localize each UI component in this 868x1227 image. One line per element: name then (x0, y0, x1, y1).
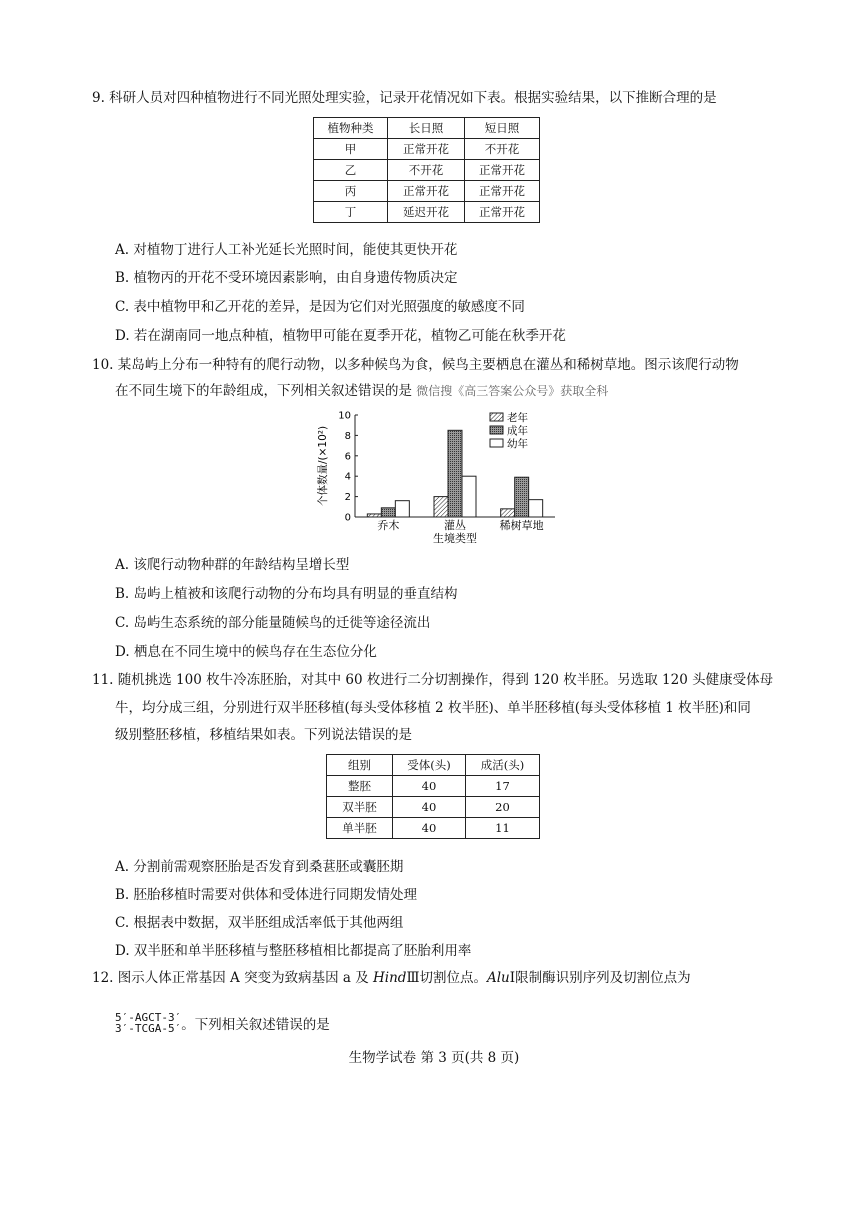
table-header: 短日照 (465, 118, 540, 139)
q12-sequence-line (115, 1012, 330, 1034)
age-structure-chart (310, 405, 560, 545)
bar-幼年 (529, 500, 543, 517)
legend-swatch-幼年 (490, 439, 503, 447)
q11-option-b: B. 胚胎移植时需要对供体和受体进行同期发情处理 (115, 887, 418, 903)
table-row (314, 202, 540, 223)
recognition-sequence (115, 1012, 181, 1034)
table-cell: 11 (466, 818, 540, 839)
bar-幼年 (395, 501, 409, 517)
bar-老年 (434, 497, 448, 517)
bar-幼年 (462, 476, 476, 517)
q9-option-c: C. 表中植物甲和乙开花的差异，是因为它们对光照强度的敏感度不同 (115, 299, 525, 315)
y-tick-label: 8 (344, 430, 351, 442)
table-row (327, 818, 540, 839)
y-axis-label: 个体数量/(×10²) (317, 425, 329, 507)
y-tick-label: 2 (344, 492, 351, 504)
table-header: 植物种类 (314, 118, 388, 139)
sequence-bottom-strand: 3′-TCGA-5′ (115, 1022, 182, 1035)
y-tick-label: 0 (344, 512, 351, 524)
q10-stem-text: 在不同生境下的年龄组成，下列相关叙述错误的是 (115, 383, 412, 399)
table-cell: 整胚 (327, 776, 393, 797)
legend-swatch-老年 (490, 413, 503, 421)
q9-option-a: A. 对植物丁进行人工补光延长光照时间，能使其更快开花 (115, 242, 458, 258)
table-row (314, 181, 540, 202)
q12-stem (92, 967, 792, 989)
y-tick-label: 10 (338, 410, 351, 422)
q10-stem-line2 (115, 380, 795, 402)
bar-成年 (448, 430, 462, 517)
table-row (327, 797, 540, 818)
q9-stem: 9. 科研人员对四种植物进行不同光照处理实验，记录开花情况如下表。根据实验结果，以下推断合理的是 (92, 90, 717, 106)
table-cell: 40 (393, 797, 466, 818)
table-cell: 丙 (314, 181, 388, 202)
legend-swatch-成年 (490, 426, 503, 434)
table-row (327, 776, 540, 797)
hind-enzyme-name: Hind (373, 970, 407, 986)
q10-option-d: D. 栖息在不同生境中的候鸟存在生态位分化 (115, 644, 377, 660)
table-row (314, 139, 540, 160)
legend-label: 成年 (507, 425, 528, 437)
y-tick-label: 4 (344, 471, 351, 483)
hind-enzyme-number: Ⅲ (406, 970, 420, 986)
watermark-text: 微信搜《高三答案公众号》获取全科 (416, 384, 609, 398)
table-cell: 正常开花 (388, 139, 465, 160)
sequence-top-strand: 5′-AGCT-3′ (115, 1011, 182, 1024)
table-header-row (327, 755, 540, 776)
table-cell: 正常开花 (388, 181, 465, 202)
alu-enzyme-name: Alu (486, 970, 510, 986)
q11-stem-line3: 级别整胚移植，移植结果如表。下列说法错误的是 (115, 727, 412, 743)
q12-stem-part-c: 限制酶识别序列及切割位点为 (515, 970, 691, 986)
q11-option-a: A. 分割前需观察胚胎是否发育到桑葚胚或囊胚期 (115, 859, 404, 875)
bar-成年 (381, 508, 395, 517)
y-tick-label: 6 (344, 451, 351, 463)
q11-stem-line1: 11. 随机挑选 100 枚牛冷冻胚胎，对其中 60 枚进行二分切割操作，得到 120 枚半胚。另选取 120 头健康受体母 (92, 672, 774, 688)
table-cell: 正常开花 (465, 202, 540, 223)
q9-option-d: D. 若在湖南同一地点种植，植物甲可能在夏季开花，植物乙可能在秋季开花 (115, 328, 566, 344)
table-cell: 40 (393, 818, 466, 839)
table-cell: 延迟开花 (388, 202, 465, 223)
legend-label: 幼年 (507, 438, 528, 450)
x-axis-label: 生境类型 (433, 532, 477, 545)
q12-stem-part-b: 切割位点。 (419, 970, 487, 986)
table-cell: 40 (393, 776, 466, 797)
q10-stem-line1: 10. 某岛屿上分布一种特有的爬行动物，以多种候鸟为食，候鸟主要栖息在灌丛和稀树草地。图示该爬行动物 (92, 357, 739, 373)
q9-option-b: B. 植物丙的开花不受环境因素影响，由自身遗传物质决定 (115, 270, 458, 286)
table-header: 长日照 (388, 118, 465, 139)
table-cell: 甲 (314, 139, 388, 160)
q11-table (326, 754, 540, 839)
x-tick-label: 稀树草地 (499, 519, 544, 532)
table-header-row (314, 118, 540, 139)
page-footer: 生物学试卷 第 3 页(共 8 页) (348, 1050, 520, 1066)
table-cell: 20 (466, 797, 540, 818)
q10-option-c: C. 岛屿生态系统的部分能量随候鸟的迁徙等途径流出 (115, 615, 431, 631)
q10-option-b: B. 岛屿上植被和该爬行动物的分布均具有明显的垂直结构 (115, 586, 458, 602)
q12-stem-part-a: 12. 图示人体正常基因 A 突变为致病基因 a 及 (92, 970, 374, 986)
table-cell: 17 (466, 776, 540, 797)
table-header: 受体(头) (393, 755, 466, 776)
q11-option-c: C. 根据表中数据，双半胚组成活率低于其他两组 (115, 915, 404, 931)
table-cell: 双半胚 (327, 797, 393, 818)
x-tick-label: 乔木 (377, 519, 400, 532)
table-cell: 不开花 (465, 139, 540, 160)
table-row (314, 160, 540, 181)
table-cell: 乙 (314, 160, 388, 181)
bar-成年 (515, 477, 529, 517)
table-cell: 正常开花 (465, 160, 540, 181)
bar-老年 (367, 514, 381, 517)
q9-table (313, 117, 540, 223)
alu-enzyme-number: Ⅰ (509, 970, 516, 986)
legend-label: 老年 (507, 412, 528, 424)
bar-老年 (501, 509, 515, 517)
q10-option-a: A. 该爬行动物种群的年龄结构呈增长型 (115, 557, 350, 573)
table-cell: 丁 (314, 202, 388, 223)
x-tick-label: 灌丛 (444, 519, 466, 532)
table-cell: 单半胚 (327, 818, 393, 839)
table-cell: 正常开花 (465, 181, 540, 202)
table-cell: 不开花 (388, 160, 465, 181)
q12-stem-part-d: 。下列相关叙述错误的是 (181, 1017, 330, 1033)
table-header: 组别 (327, 755, 393, 776)
q11-stem-line2: 牛，均分成三组，分别进行双半胚移植(每头受体移植 2 枚半胚)、单半胚移植(每头受体移植 1 枚半胚)和同 (115, 700, 751, 716)
table-header: 成活(头) (466, 755, 540, 776)
q11-option-d: D. 双半胚和单半胚移植与整胚移植相比都提高了胚胎利用率 (115, 943, 472, 959)
